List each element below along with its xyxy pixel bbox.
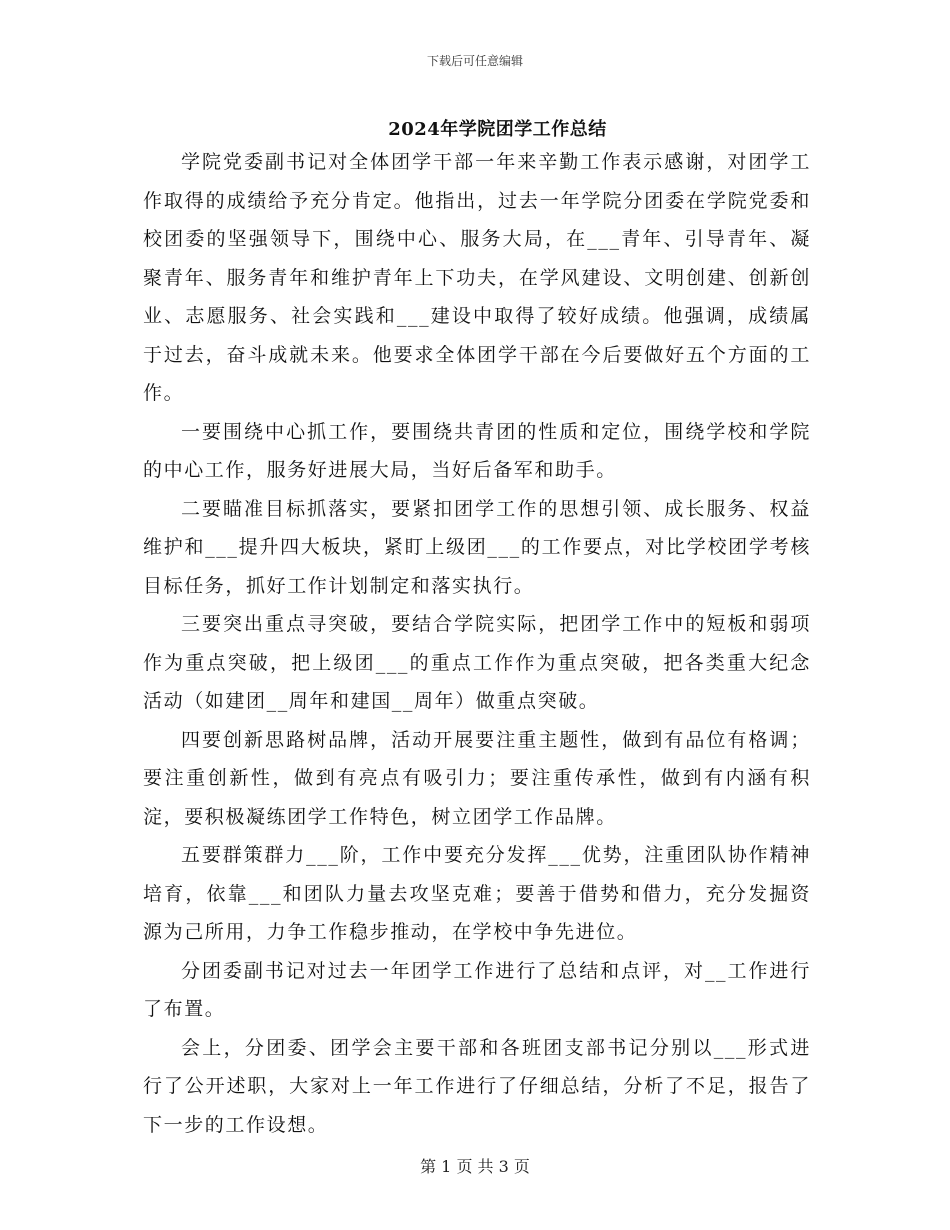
paragraph-meeting-report: 会上，分团委、团学会主要干部和各班团支部书记分别以___形式进行了公开述职，大家对上一年工作进行了仔细总结，分析了不足，报告了下一步的工作设想。 xyxy=(143,1036,811,1136)
paragraph-point-5: 五要群策群力___阶，工作中要充分发挥___优势，注重团队协作精神培育，依靠___和团队力量去攻坚克难；要善于借势和借力，充分发掘资源为己所用，力争工作稳步推动，在学校中争先进位。 xyxy=(143,844,811,943)
page-number: 第 1 页 共 3 页 xyxy=(420,1157,530,1176)
page-header-note: 下载后可任意编辑 xyxy=(426,54,523,68)
paragraph-intro: 学院党委副书记对全体团学干部一年来辛勤工作表示感谢，对团学工作取得的成绩给予充分肯定。他指出，过去一年学院分团委在学院党委和校团委的坚强领导下，围绕中心、服务大局，在___青年、引导青年、凝聚青年、服务青年和维护青年上下功夫，在学风建设、文明创建、创新创业、志愿服务、社会实践和___建设中取得了较好成绩。他强调，成绩属于过去，奋斗成就未来。他要求全体团学干部在今后要做好五个方面的工作。 xyxy=(143,151,811,404)
paragraph-point-2: 二要瞄准目标抓落实，要紧扣团学工作的思想引领、成长服务、权益维护和___提升四大板块，紧盯上级团___的工作要点，对比学校团学考核目标任务，抓好工作计划制定和落实执行。 xyxy=(143,497,811,597)
paragraph-point-3: 三要突出重点寻突破，要结合学院实际，把团学工作中的短板和弱项作为重点突破，把上级团___的重点工作作为重点突破，把各类重大纪念活动（如建团__周年和建国__周年）做重点突破。 xyxy=(143,613,811,712)
paragraph-deputy-summary: 分团委副书记对过去一年团学工作进行了总结和点评，对__工作进行了布置。 xyxy=(143,959,811,1020)
paragraph-point-4: 四要创新思路树品牌，活动开展要注重主题性，做到有品位有格调；要注重创新性，做到有亮点有吸引力；要注重传承性，做到有内涵有积淀，要积极凝练团学工作特色，树立团学工作品牌。 xyxy=(143,728,811,828)
document-body xyxy=(143,143,811,1144)
paragraph-point-1: 一要围绕中心抓工作，要围绕共青团的性质和定位，围绕学校和学院的中心工作，服务好进展大局，当好后备军和助手。 xyxy=(143,420,811,481)
document-title: 2024年学院团学工作总结 xyxy=(388,119,607,140)
